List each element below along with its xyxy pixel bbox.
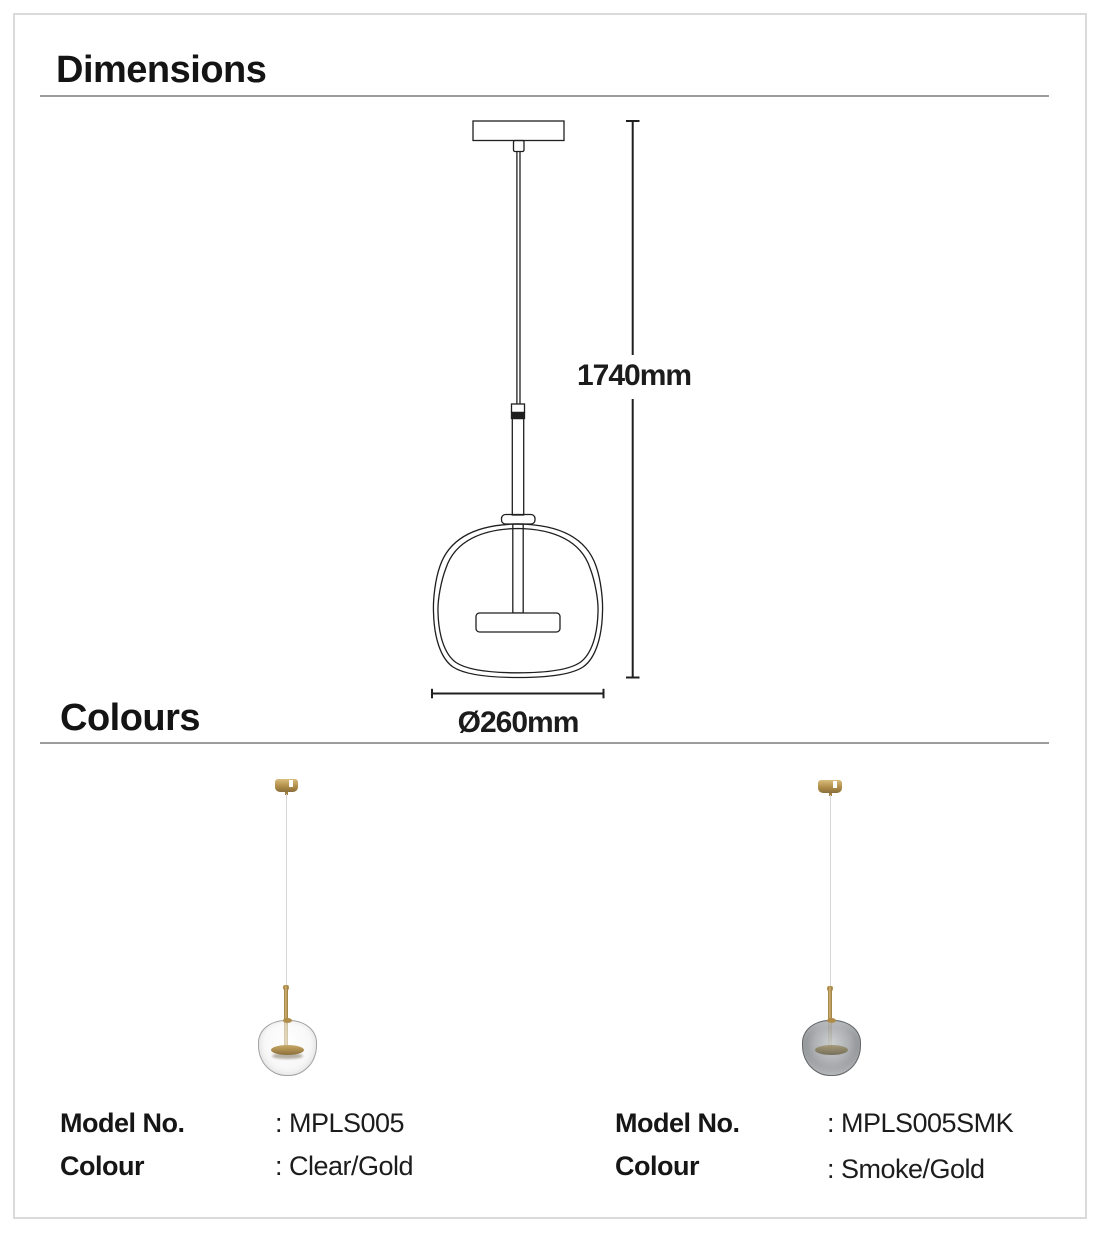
dimension-lines [432, 121, 640, 698]
photo-shade-cap [827, 1018, 836, 1023]
photo-canopy-notch [833, 781, 837, 788]
photo-led-disc [271, 1045, 304, 1055]
inner-stem-outline [513, 524, 523, 613]
photo-shade-cap [283, 1018, 292, 1023]
glass-shade-inner [438, 529, 598, 673]
photo-cable [830, 795, 831, 986]
stem-rod-outline [512, 419, 523, 516]
colours-section-title: Colours [60, 697, 201, 739]
cable-fitting-band [512, 413, 525, 419]
colour-label: Colour [615, 1151, 699, 1181]
model-no-label: Model No. [615, 1108, 740, 1138]
photo-canopy [818, 780, 842, 793]
led-plate-outline [476, 613, 560, 632]
model-no-value: : MPLS005SMK [827, 1108, 1014, 1138]
colour-value: : Smoke/Gold [827, 1154, 985, 1184]
colour-value: : Clear/Gold [275, 1151, 414, 1181]
canopy-connector [514, 141, 525, 152]
photo-led-disc [815, 1045, 848, 1055]
height-dimension-label: 1740mm [576, 359, 692, 392]
photo-canopy-notch [289, 780, 293, 787]
shade-top-cap [502, 515, 536, 525]
dimensions-section-title: Dimensions [56, 49, 267, 91]
model-no-label: Model No. [60, 1108, 185, 1138]
dimensions-divider [40, 95, 1049, 97]
pendant-dimension-diagram [425, 110, 710, 705]
colour-label: Colour [60, 1151, 144, 1181]
model-no-value: : MPLS005 [275, 1108, 405, 1138]
diameter-dimension-label: Ø260mm [457, 706, 579, 739]
photo-cable [286, 794, 287, 985]
photo-canopy [275, 779, 298, 792]
canopy-outline [473, 121, 564, 141]
cable-fitting [512, 404, 525, 413]
product-photo-clear-gold [248, 774, 326, 1080]
product-photo-smoke-gold [793, 774, 871, 1080]
colours-divider [40, 742, 1049, 744]
